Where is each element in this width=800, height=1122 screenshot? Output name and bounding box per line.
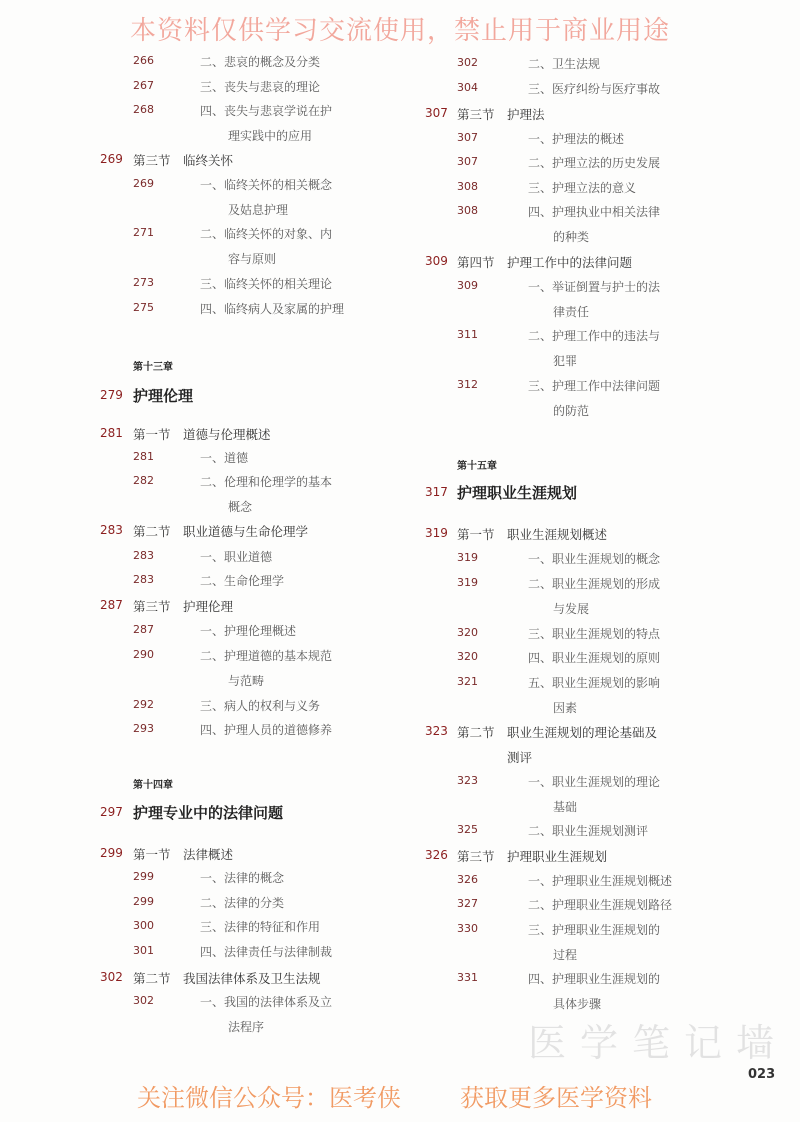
- section-page-number: 269: [100, 152, 123, 166]
- chapter-label: 第十三章: [133, 362, 173, 373]
- item-title: 三、护理立法的意义: [528, 181, 637, 195]
- item-title: 犯罪: [553, 353, 578, 368]
- item-title: 一、职业道德: [200, 550, 273, 564]
- item-title: 四、护理职业生涯规划的: [528, 972, 661, 986]
- item-page-number: 293: [133, 722, 154, 735]
- section-page-number: 323: [425, 724, 448, 738]
- section-label: 第三节: [457, 107, 495, 122]
- chapter-page-number: 279: [100, 388, 123, 402]
- section-title: 职业道德与生命伦理学: [183, 524, 309, 539]
- item-page-number: 323: [457, 774, 478, 787]
- item-page-number: 283: [133, 549, 154, 562]
- item-page-number: 304: [457, 81, 478, 94]
- item-title: 四、护理人员的道德修养: [200, 723, 333, 737]
- item-page-number: 320: [457, 626, 478, 639]
- item-title: 四、职业生涯规划的原则: [528, 651, 661, 665]
- item-page-number: 309: [457, 279, 478, 292]
- section-page-number: 319: [425, 526, 448, 540]
- section-title: 护理工作中的法律问题: [507, 255, 633, 270]
- item-title: 三、法律的特征和作用: [200, 920, 321, 934]
- item-title: 二、生命伦理学: [200, 574, 285, 588]
- chapter-title: 护理伦理: [133, 387, 194, 405]
- section-label: 第一节: [133, 847, 171, 862]
- item-title: 一、护理法的概述: [528, 132, 625, 146]
- item-title: 二、护理职业生涯规划路径: [528, 898, 673, 912]
- item-page-number: 283: [133, 573, 154, 586]
- item-page-number: 311: [457, 328, 478, 341]
- chapter-title: 护理职业生涯规划: [457, 484, 578, 502]
- item-page-number: 308: [457, 180, 478, 193]
- item-title: 二、悲哀的概念及分类: [200, 55, 321, 69]
- item-page-number: 307: [457, 131, 478, 144]
- item-title: 一、护理职业生涯规划概述: [528, 874, 673, 888]
- item-page-number: 266: [133, 54, 154, 67]
- item-page-number: 273: [133, 276, 154, 289]
- section-page-number: 302: [100, 970, 123, 984]
- item-title: 及姑息护理: [228, 202, 289, 217]
- item-page-number: 292: [133, 698, 154, 711]
- section-page-number: 326: [425, 848, 448, 862]
- section-page-number: 287: [100, 598, 123, 612]
- item-title: 三、职业生涯规划的特点: [528, 627, 661, 641]
- item-title: 三、病人的权利与义务: [200, 699, 321, 713]
- item-page-number: 269: [133, 177, 154, 190]
- item-page-number: 268: [133, 103, 154, 116]
- section-title: 护理伦理: [183, 599, 234, 614]
- item-page-number: 300: [133, 919, 154, 932]
- item-page-number: 302: [457, 56, 478, 69]
- section-title: 我国法律体系及卫生法规: [183, 971, 321, 986]
- section-title: 法律概述: [183, 847, 234, 862]
- item-title: 二、职业生涯规划测评: [528, 824, 649, 838]
- section-label: 第二节: [457, 725, 495, 740]
- footer-wechat-notice: 关注微信公众号：医考侠: [137, 1084, 401, 1112]
- item-page-number: 271: [133, 226, 154, 239]
- item-title: 容与原则: [228, 251, 277, 266]
- chapter-label: 第十五章: [457, 461, 497, 472]
- item-title: 一、举证倒置与护士的法: [528, 280, 661, 294]
- item-title: 与发展: [553, 601, 590, 616]
- item-page-number: 287: [133, 623, 154, 636]
- item-title: 理实践中的应用: [228, 128, 313, 143]
- section-label: 第三节: [457, 849, 495, 864]
- item-title: 三、丧失与悲哀的理论: [200, 80, 321, 94]
- section-label: 第二节: [133, 971, 171, 986]
- watermark-banner: 本资料仅供学习交流使用，禁止用于商业用途: [129, 16, 670, 46]
- section-title: 临终关怀: [183, 153, 234, 168]
- footer-more-resources: 获取更多医学资料: [460, 1084, 652, 1112]
- item-page-number: 267: [133, 79, 154, 92]
- item-page-number: 327: [457, 897, 478, 910]
- section-title: 护理法: [507, 107, 545, 122]
- section-title: 护理职业生涯规划: [507, 849, 608, 864]
- section-label: 第四节: [457, 255, 495, 270]
- item-page-number: 320: [457, 650, 478, 663]
- section-page-number: 307: [425, 106, 448, 120]
- item-page-number: 301: [133, 944, 154, 957]
- item-page-number: 326: [457, 873, 478, 886]
- item-title: 三、护理职业生涯规划的: [528, 923, 661, 937]
- item-title: 二、护理立法的历史发展: [528, 156, 661, 170]
- item-page-number: 308: [457, 204, 478, 217]
- item-page-number: 325: [457, 823, 478, 836]
- item-title: 基础: [553, 799, 578, 814]
- chapter-title: 护理专业中的法律问题: [133, 804, 284, 822]
- item-title: 一、临终关怀的相关概念: [200, 178, 333, 192]
- chapter-page-number: 297: [100, 805, 123, 819]
- item-title: 二、临终关怀的对象、内: [200, 227, 333, 241]
- item-page-number: 290: [133, 648, 154, 661]
- item-page-number: 330: [457, 922, 478, 935]
- item-page-number: 331: [457, 971, 478, 984]
- section-label: 第三节: [133, 599, 171, 614]
- item-page-number: 299: [133, 895, 154, 908]
- item-title: 三、护理工作中法律问题: [528, 379, 661, 393]
- section-label: 第一节: [457, 527, 495, 542]
- section-label: 第二节: [133, 524, 171, 539]
- section-label: 第一节: [133, 427, 171, 442]
- section-title: 道德与伦理概述: [183, 427, 271, 442]
- item-title: 三、临终关怀的相关理论: [200, 277, 333, 291]
- item-title: 二、法律的分类: [200, 896, 285, 910]
- item-page-number: 299: [133, 870, 154, 883]
- section-title: 职业生涯规划概述: [507, 527, 608, 542]
- item-page-number: 319: [457, 551, 478, 564]
- item-title: 三、医疗纠纷与医疗事故: [528, 82, 661, 96]
- chapter-page-number: 317: [425, 485, 448, 499]
- section-page-number: 283: [100, 523, 123, 537]
- section-title: 测评: [507, 749, 533, 765]
- item-page-number: 275: [133, 301, 154, 314]
- item-title: 二、卫生法规: [528, 57, 601, 71]
- item-title: 四、临终病人及家属的护理: [200, 302, 345, 316]
- item-page-number: 321: [457, 675, 478, 688]
- item-title: 的防范: [553, 403, 590, 418]
- item-title: 概念: [228, 499, 253, 514]
- item-title: 的种类: [553, 229, 590, 244]
- item-page-number: 281: [133, 450, 154, 463]
- item-page-number: 282: [133, 474, 154, 487]
- item-title: 一、道德: [200, 451, 249, 465]
- section-label: 第三节: [133, 153, 171, 168]
- item-title: 过程: [553, 947, 578, 962]
- item-title: 二、职业生涯规划的形成: [528, 577, 661, 591]
- section-page-number: 299: [100, 846, 123, 860]
- item-title: 二、护理工作中的违法与: [528, 329, 661, 343]
- chapter-label: 第十四章: [133, 780, 173, 791]
- item-title: 二、伦理和伦理学的基本: [200, 475, 333, 489]
- item-title: 二、护理道德的基本规范: [200, 649, 333, 663]
- item-title: 一、法律的概念: [200, 871, 285, 885]
- item-title: 一、护理伦理概述: [200, 624, 297, 638]
- page-number: 023: [748, 1067, 776, 1082]
- item-title: 五、职业生涯规划的影响: [528, 676, 661, 690]
- item-title: 因素: [553, 700, 578, 715]
- item-title: 四、丧失与悲哀学说在护: [200, 104, 333, 118]
- item-title: 具体步骤: [553, 996, 602, 1011]
- item-page-number: 312: [457, 378, 478, 391]
- section-page-number: 281: [100, 426, 123, 440]
- item-title: 四、法律责任与法律制裁: [200, 945, 333, 959]
- item-title: 一、职业生涯规划的理论: [528, 775, 661, 789]
- item-title: 与范畴: [228, 673, 265, 688]
- item-title: 一、职业生涯规划的概念: [528, 552, 661, 566]
- item-title: 四、护理执业中相关法律: [528, 205, 661, 219]
- section-title: 职业生涯规划的理论基础及: [507, 725, 658, 740]
- watermark-logo: 医学笔记墙: [528, 1021, 789, 1065]
- item-page-number: 302: [133, 994, 154, 1007]
- item-page-number: 319: [457, 576, 478, 589]
- item-title: 法程序: [228, 1019, 265, 1034]
- section-page-number: 309: [425, 254, 448, 268]
- item-title: 律责任: [553, 304, 590, 319]
- item-title: 一、我国的法律体系及立: [200, 995, 333, 1009]
- item-page-number: 307: [457, 155, 478, 168]
